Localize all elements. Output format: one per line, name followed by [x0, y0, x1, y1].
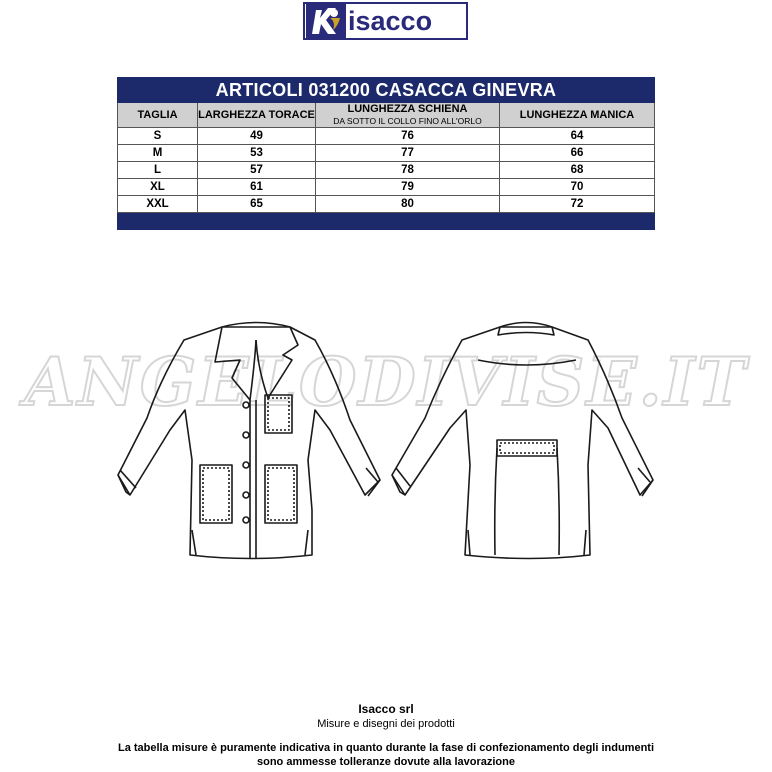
cell-schiena: 76	[316, 128, 500, 145]
cell-schiena: 78	[316, 162, 500, 179]
table-row	[118, 128, 655, 145]
logo-emblem-icon	[306, 4, 346, 38]
cell-schiena: 77	[316, 145, 500, 162]
footer-subtitle: Misure e disegni dei prodotti	[317, 718, 455, 730]
isacco-logo	[303, 2, 468, 40]
header-taglia: TAGLIA	[118, 103, 198, 128]
header-lunghezza-schiena-label: LUNGHEZZA SCHIENA	[347, 102, 468, 115]
header-lunghezza-manica: LUNGHEZZA MANICA	[500, 103, 655, 128]
header-lunghezza-schiena	[316, 103, 500, 128]
garment-illustration	[0, 300, 772, 580]
table-row	[118, 162, 655, 179]
cell-manica: 72	[500, 196, 655, 213]
cell-larghezza: 53	[198, 145, 316, 162]
company-name: Isacco srl	[358, 702, 414, 716]
cell-manica: 68	[500, 162, 655, 179]
table-header-row	[118, 103, 655, 128]
cell-taglia: M	[118, 145, 198, 162]
cell-larghezza: 49	[198, 128, 316, 145]
cell-manica: 64	[500, 128, 655, 145]
cell-larghezza: 65	[198, 196, 316, 213]
table-title: ARTICOLI 031200 CASACCA GINEVRA	[118, 78, 655, 103]
table-row	[118, 196, 655, 213]
watermark-text: ANGELODIVISE.IT	[24, 343, 748, 421]
cell-schiena: 80	[316, 196, 500, 213]
cell-taglia: S	[118, 128, 198, 145]
cell-taglia: XXL	[118, 196, 198, 213]
table-title-row	[118, 78, 655, 103]
disclaimer-line-2: sono ammesse tolleranze dovute alla lavorazione	[257, 756, 515, 768]
cell-larghezza: 61	[198, 179, 316, 196]
table-row	[118, 179, 655, 196]
size-table	[117, 77, 655, 230]
cell-taglia: L	[118, 162, 198, 179]
disclaimer-line-1: La tabella misure è puramente indicativa in quanto durante la fase di confezionamento degli indumenti	[117, 742, 655, 754]
header-larghezza-torace: LARGHEZZA TORACE	[198, 103, 316, 128]
cell-larghezza: 57	[198, 162, 316, 179]
disclaimer	[0, 741, 772, 769]
logo-wordmark: isacco	[348, 5, 433, 36]
cell-schiena: 79	[316, 179, 500, 196]
cell-manica: 70	[500, 179, 655, 196]
table-footer-row	[118, 213, 655, 230]
cell-manica: 66	[500, 145, 655, 162]
header-lunghezza-schiena-note: DA SOTTO IL COLLO FINO ALL'ORLO	[333, 115, 482, 126]
cell-taglia: XL	[118, 179, 198, 196]
table-row	[118, 145, 655, 162]
